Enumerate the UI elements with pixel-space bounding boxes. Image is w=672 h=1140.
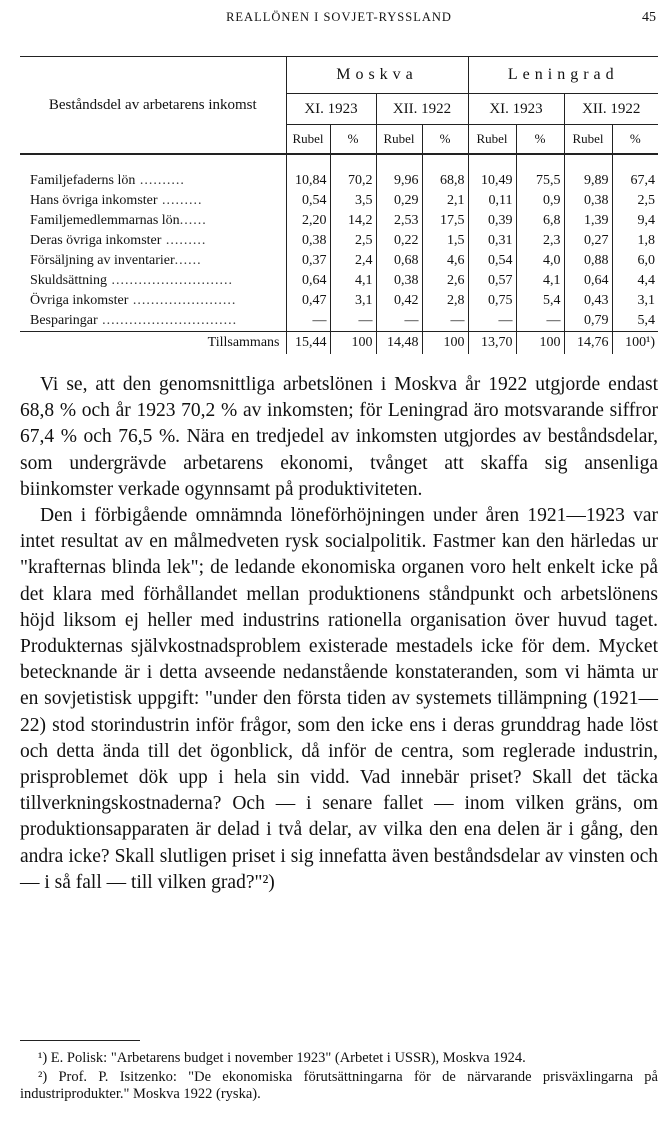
- table-cell: 68,8: [422, 154, 468, 191]
- table-cell: 70,2: [330, 154, 376, 191]
- leader-dots: ..............................: [97, 313, 238, 328]
- table-cell: 2,5: [612, 191, 658, 211]
- table-cell: 4,1: [516, 271, 564, 291]
- unit-header: Rubel: [468, 125, 516, 155]
- table-cell: 1,8: [612, 231, 658, 251]
- total-cell: 100: [330, 332, 376, 355]
- table-cell: 75,5: [516, 154, 564, 191]
- table-cell: 0,68: [376, 251, 422, 271]
- table-row: [20, 231, 658, 251]
- table-cell: 2,1: [422, 191, 468, 211]
- table-row: [20, 191, 658, 211]
- table-cell: 5,4: [516, 291, 564, 311]
- body-text: [20, 372, 658, 896]
- total-cell: 14,48: [376, 332, 422, 355]
- table-row: [20, 271, 658, 291]
- leader-dots: ..........: [135, 173, 185, 188]
- table-cell: 5,4: [612, 311, 658, 332]
- table-cell: 67,4: [612, 154, 658, 191]
- footnotes: [20, 1050, 658, 1105]
- row-label-text: Familjemedlemmarnas lön: [30, 213, 180, 228]
- period-header: XII. 1922: [376, 94, 468, 125]
- row-label-text: Familjefaderns lön: [30, 173, 136, 188]
- table-cell: 14,2: [330, 211, 376, 231]
- table-cell: 0,31: [468, 231, 516, 251]
- leader-dots: ......: [179, 213, 207, 228]
- table-cell: 1,39: [564, 211, 612, 231]
- row-label: [20, 271, 286, 291]
- row-label-text: Skuldsättning: [30, 273, 108, 288]
- table-cell: 2,3: [516, 231, 564, 251]
- table-cell: 1,5: [422, 231, 468, 251]
- paragraph: Den i förbigående omnämnda löneförhöjningen under åren 1921—1923 var intet resultat av en målmedveten rysk socialpolitik. Fastmer kan den härledas ur "krafternas blinda lek"; de ledande ekonomiska organen voro helt enkelt icke på det klara med förhållandet mellan produktionens ståndpunkt och arbetslönens höjd liksom ej heller med industrins rationella organisation över huvud taget. Produkternas självkostnadsproblem existerade mestadels icke för dem. Mycket betecknande är i detta avseende nedanstående konstateranden, som vi hämta ur en sovjetistisk uppgift: "under den första tiden av systemets tillämpning (1921—22) stod storindustrin inför frågor, som den icke ens i deras grunddrag hade löst och detta ända till det ögonblick, då inför de centra, som reglerade industrin, prisproblemet dök upp i hela sin vidd. Vad innebär priset? Skall det täcka tillverkningskostnaderna? Och — i senare fallet — inom vilken gräns, om produktionsapparaten är delad i två delar, av vilka den ena delen är i gång, den andra icke? Skall slutligen priset i sig innefatta även beståndsdelar av vinsten och — i så fall — till vilken grad?"²): [20, 505, 658, 893]
- table-cell: 2,8: [422, 291, 468, 311]
- table-cell: 2,5: [330, 231, 376, 251]
- table-cell: 0,43: [564, 291, 612, 311]
- table-cell: 2,4: [330, 251, 376, 271]
- unit-header: Rubel: [376, 125, 422, 155]
- table-cell: 0,9: [516, 191, 564, 211]
- table-cell: 0,64: [564, 271, 612, 291]
- period-header: XII. 1922: [564, 94, 658, 125]
- table-cell: —: [330, 311, 376, 332]
- page-number: 45: [642, 10, 656, 25]
- paragraph: Vi se, att den genomsnittliga arbetslönen i Moskva år 1922 utgjorde endast 68,8 % och år 1923 70,2 % av inkomsten; för Leningrad äro motsvarande siffror 67,4 % och 76,5 %. Nära en tredjedel av inkomsten utgjordes av beståndsdelar, som undergrävde arbetarens ekonomi, tvånget att skaffa sig ansenliga biinkomster verkade ogynnsamt på produktiviteten.: [20, 374, 658, 500]
- table-cell: 0,54: [468, 251, 516, 271]
- income-table: [20, 56, 658, 354]
- table-cell: 0,11: [468, 191, 516, 211]
- table-cell: 2,53: [376, 211, 422, 231]
- table-cell: 2,6: [422, 271, 468, 291]
- city-header-moskva: Moskva: [286, 57, 468, 94]
- table-cell: 0,22: [376, 231, 422, 251]
- table-cell: 4,4: [612, 271, 658, 291]
- unit-header: %: [422, 125, 468, 155]
- table-cell: 0,75: [468, 291, 516, 311]
- row-label: [20, 311, 286, 332]
- row-label: [20, 231, 286, 251]
- unit-header: %: [330, 125, 376, 155]
- period-header: XI. 1923: [468, 94, 564, 125]
- total-cell: 100: [422, 332, 468, 355]
- row-label: [20, 251, 286, 271]
- table-cell: 4,6: [422, 251, 468, 271]
- table-cell: 4,1: [330, 271, 376, 291]
- table-cell: 0,38: [564, 191, 612, 211]
- table-cell: 6,8: [516, 211, 564, 231]
- table-cell: —: [422, 311, 468, 332]
- total-cell: 100¹): [612, 332, 658, 355]
- table-cell: 0,29: [376, 191, 422, 211]
- running-head: REALLÖNEN I SOVJET-RYSSLAND: [226, 10, 452, 24]
- page-header: [20, 10, 658, 30]
- unit-header: Rubel: [286, 125, 330, 155]
- table-cell: 0,38: [376, 271, 422, 291]
- total-cell: 15,44: [286, 332, 330, 355]
- table-cell: 9,4: [612, 211, 658, 231]
- row-label-text: Hans övriga inkomster: [30, 193, 158, 208]
- total-row: [20, 332, 658, 355]
- row-label-text: Försäljning av inventarier: [30, 253, 175, 268]
- leader-dots: ...........................: [107, 273, 234, 288]
- city-header-leningrad: Leningrad: [468, 57, 658, 94]
- footnote-divider: [20, 1040, 140, 1041]
- table-cell: 9,89: [564, 154, 612, 191]
- table-row: [20, 154, 658, 191]
- table-cell: —: [516, 311, 564, 332]
- period-header: XI. 1923: [286, 94, 376, 125]
- table-cell: 0,39: [468, 211, 516, 231]
- table-cell: 0,27: [564, 231, 612, 251]
- row-label: [20, 291, 286, 311]
- table-cell: 4,0: [516, 251, 564, 271]
- table-cell: 9,96: [376, 154, 422, 191]
- row-label: [20, 211, 286, 231]
- table-cell: 3,1: [612, 291, 658, 311]
- table-row: [20, 311, 658, 332]
- table-row: [20, 291, 658, 311]
- unit-header: %: [612, 125, 658, 155]
- table-row: [20, 251, 658, 271]
- table-cell: 0,79: [564, 311, 612, 332]
- table-cell: 0,64: [286, 271, 330, 291]
- table-cell: 0,54: [286, 191, 330, 211]
- leader-dots: .........: [157, 193, 203, 208]
- row-label-text: Övriga inkomster: [30, 293, 129, 308]
- total-cell: 100: [516, 332, 564, 355]
- table-cell: 0,47: [286, 291, 330, 311]
- row-label: [20, 154, 286, 191]
- table-cell: 0,57: [468, 271, 516, 291]
- leader-dots: .........: [161, 233, 207, 248]
- unit-header: Rubel: [564, 125, 612, 155]
- table-row: [20, 211, 658, 231]
- table-cell: 0,42: [376, 291, 422, 311]
- table-cell: 0,38: [286, 231, 330, 251]
- footnote: ²) Prof. P. Isitzenko: "De ekonomiska förutsättningarna för de närvarande prisväxlingarna på industriprodukter." Moskva 1922 (ryska).: [20, 1069, 658, 1102]
- total-cell: 13,70: [468, 332, 516, 355]
- unit-header: %: [516, 125, 564, 155]
- table-cell: 3,1: [330, 291, 376, 311]
- table-cell: —: [286, 311, 330, 332]
- leader-dots: .......................: [128, 293, 237, 308]
- row-header-label: Beståndsdel av arbetarens inkomst: [20, 57, 286, 155]
- table-cell: 2,20: [286, 211, 330, 231]
- leader-dots: ......: [174, 253, 202, 268]
- table-cell: 0,88: [564, 251, 612, 271]
- footnote: ¹) E. Polisk: "Arbetarens budget i november 1923" (Arbetet i USSR), Moskva 1924.: [38, 1050, 526, 1066]
- row-label-text: Deras övriga inkomster: [30, 233, 162, 248]
- table-cell: —: [376, 311, 422, 332]
- total-cell: 14,76: [564, 332, 612, 355]
- table-cell: 3,5: [330, 191, 376, 211]
- table-cell: —: [468, 311, 516, 332]
- table-cell: 10,84: [286, 154, 330, 191]
- table-cell: 0,37: [286, 251, 330, 271]
- table-cell: 17,5: [422, 211, 468, 231]
- row-label: [20, 191, 286, 211]
- table-cell: 6,0: [612, 251, 658, 271]
- total-label: Tillsammans: [20, 332, 286, 355]
- row-label-text: Besparingar: [30, 313, 98, 328]
- table-cell: 10,49: [468, 154, 516, 191]
